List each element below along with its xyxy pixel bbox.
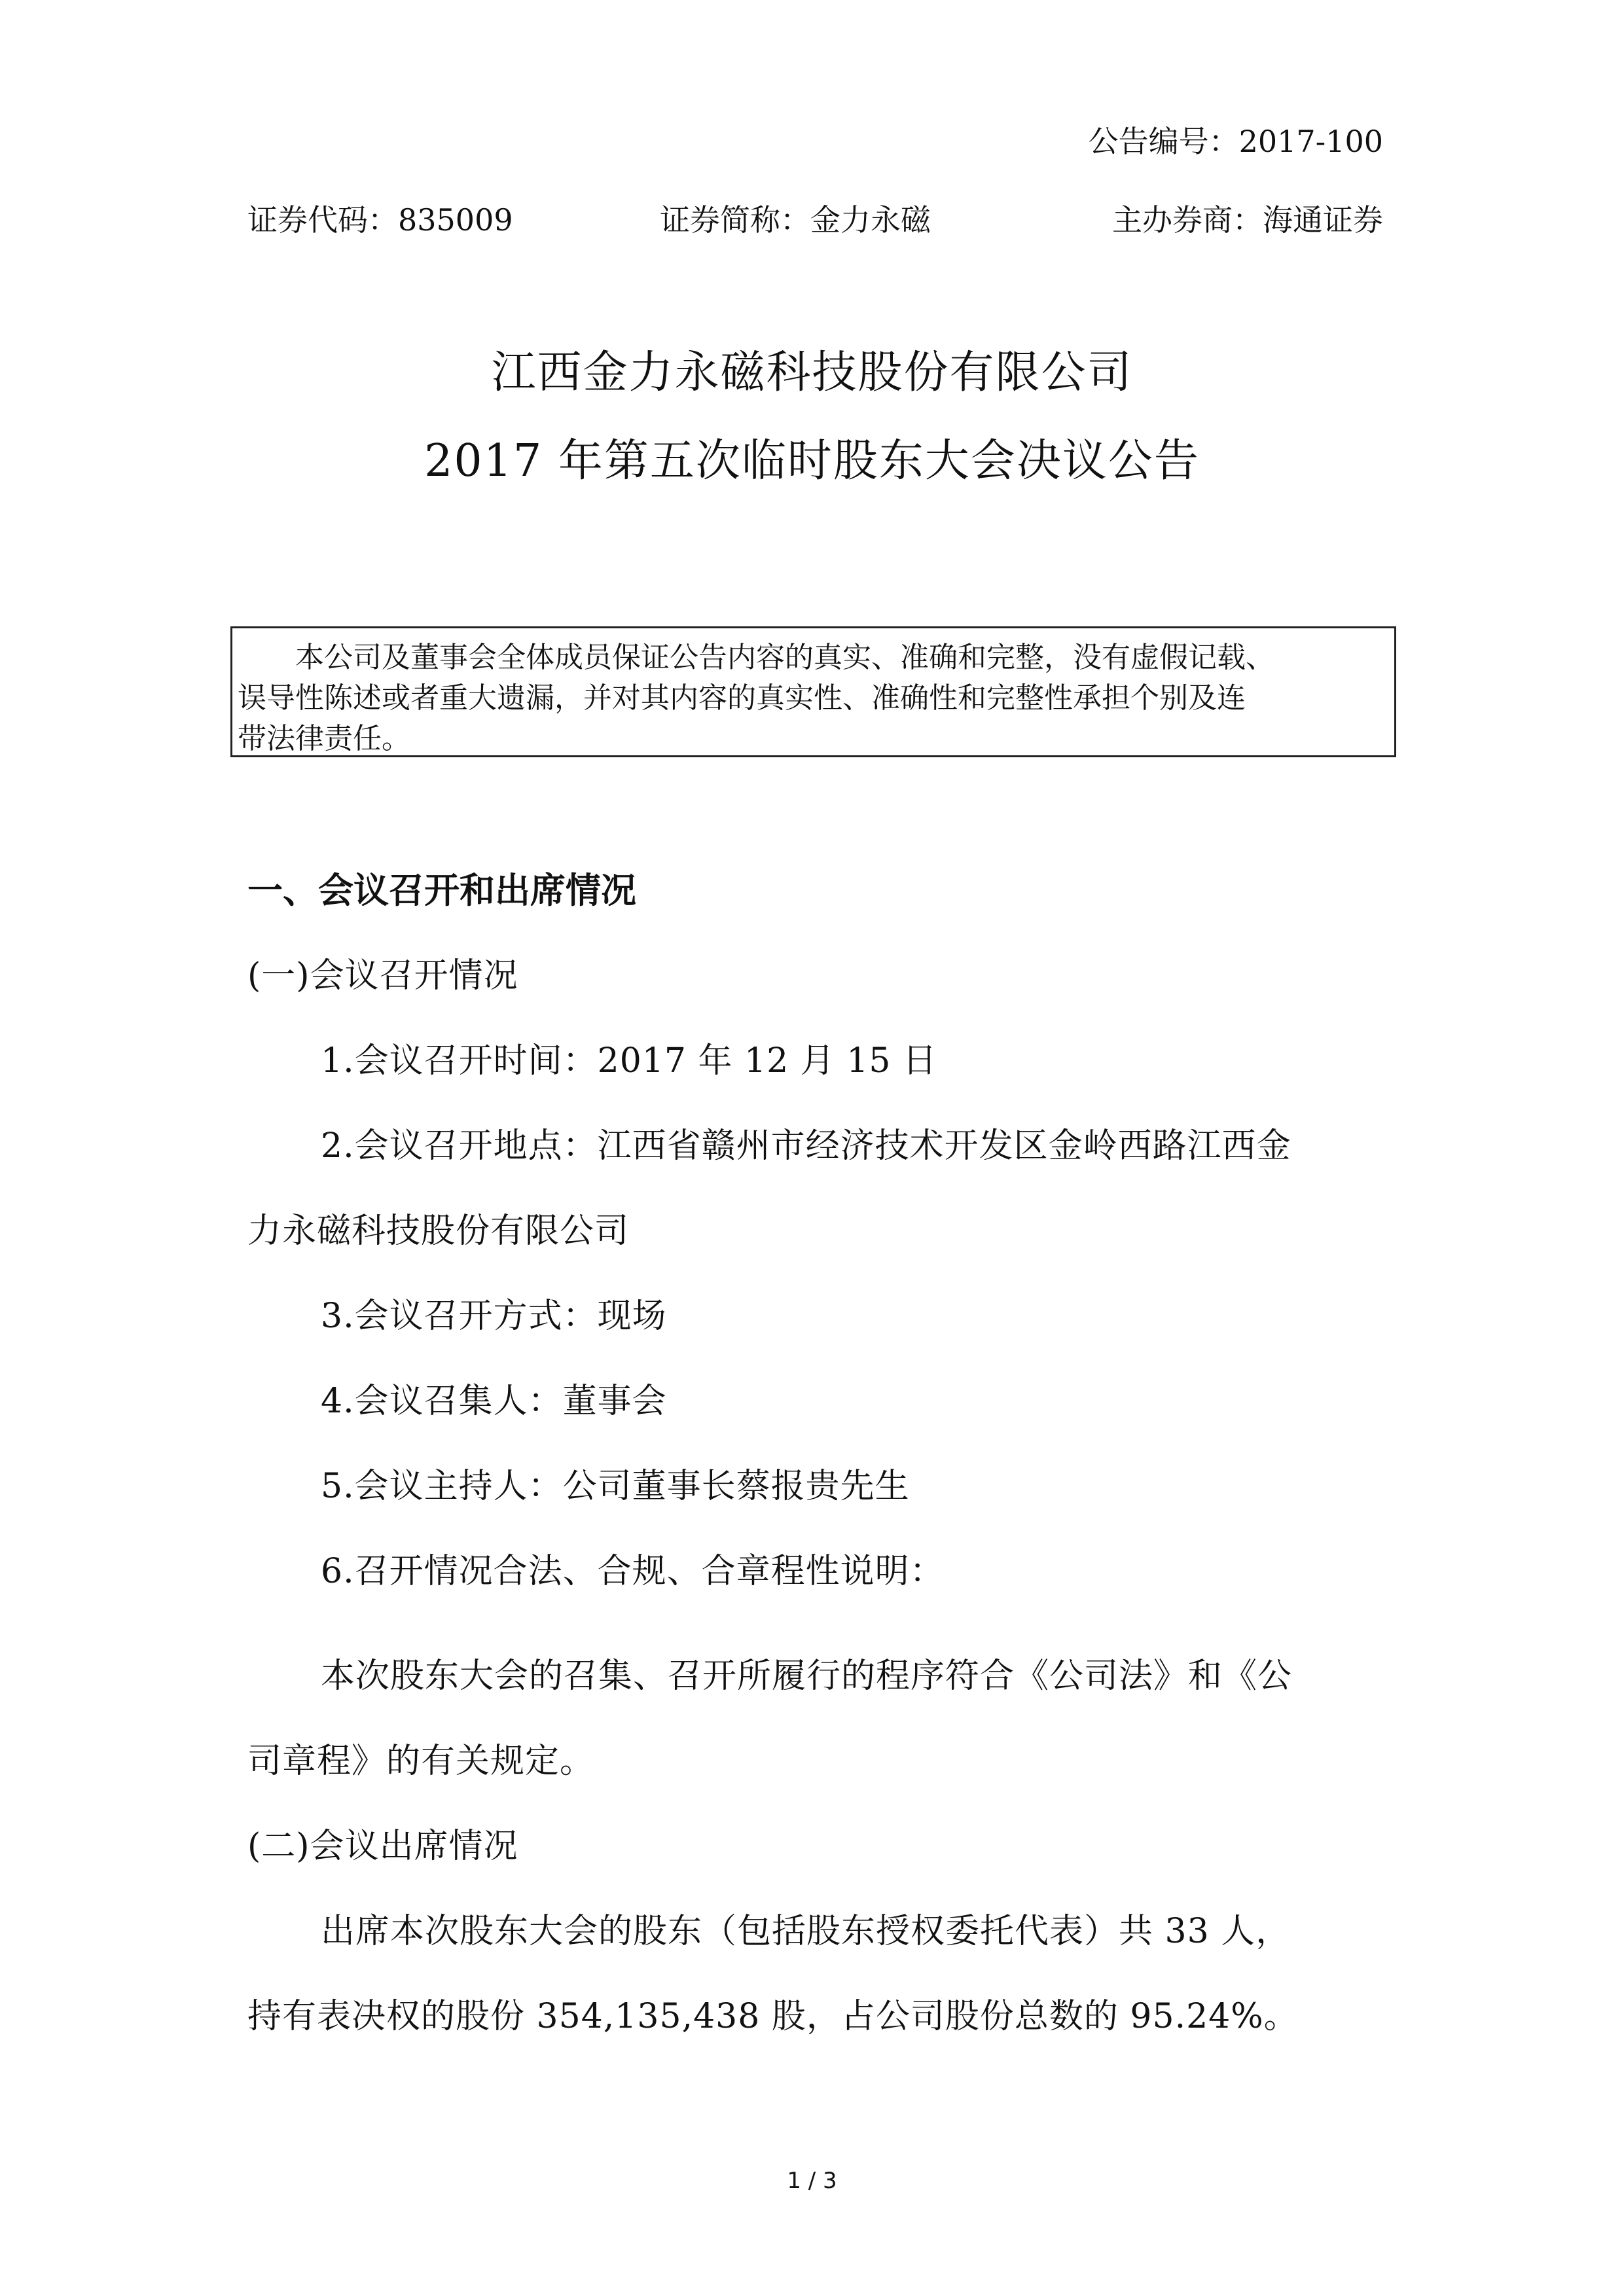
page-number: 1 / 3	[787, 2168, 837, 2194]
notice-number: 公告编号：2017-100	[1088, 124, 1383, 159]
meeting-convener: 4.会议召集人：董事会	[321, 1382, 667, 1421]
disclaimer-line: 带法律责任。	[238, 722, 410, 755]
meeting-host: 5.会议主持人：公司董事长蔡报贵先生	[321, 1467, 910, 1506]
legality-statement: 6.召开情况合法、合规、合章程性说明：	[321, 1552, 945, 1591]
section-heading: 一、会议召开和出席情况	[247, 869, 636, 911]
meeting-location: 2.会议召开地点：江西省赣州市经济技术开发区金岭西路江西金	[321, 1126, 1291, 1166]
meeting-method: 3.会议召开方式：现场	[321, 1297, 667, 1336]
stock-short-name: 证券简称：金力永磁	[660, 202, 931, 238]
legality-paragraph: 本次股东大会的召集、召开所履行的程序符合《公司法》和《公	[321, 1657, 1293, 1696]
attendance-paragraph-cont: 持有表决权的股份 354,135,438 股，占公司股份总数的 95.24%。	[247, 1997, 1299, 2036]
meeting-time: 1.会议召开时间：2017 年 12 月 15 日	[321, 1041, 937, 1081]
page-title-line1: 江西金力永磁科技股份有限公司	[491, 347, 1133, 399]
disclaimer-box	[230, 626, 1396, 757]
meeting-location-cont: 力永磁科技股份有限公司	[247, 1211, 630, 1251]
page-title-line2: 2017 年第五次临时股东大会决议公告	[424, 435, 1200, 487]
legality-paragraph-cont: 司章程》的有关规定。	[247, 1742, 595, 1781]
subsection-heading: (一)会议召开情况	[247, 956, 518, 996]
attendance-paragraph: 出席本次股东大会的股东（包括股东授权委托代表）共 33 人，	[321, 1912, 1291, 1951]
disclaimer-line: 本公司及董事会全体成员保证公告内容的真实、准确和完整，没有虚假记载、	[295, 641, 1274, 674]
stock-code: 证券代码：835009	[247, 202, 513, 238]
disclaimer-line: 误导性陈述或者重大遗漏，并对其内容的真实性、准确性和完整性承担个别及连	[238, 681, 1246, 715]
subsection-heading: (二)会议出席情况	[247, 1827, 518, 1866]
sponsor: 主办券商：海通证券	[1112, 202, 1383, 238]
